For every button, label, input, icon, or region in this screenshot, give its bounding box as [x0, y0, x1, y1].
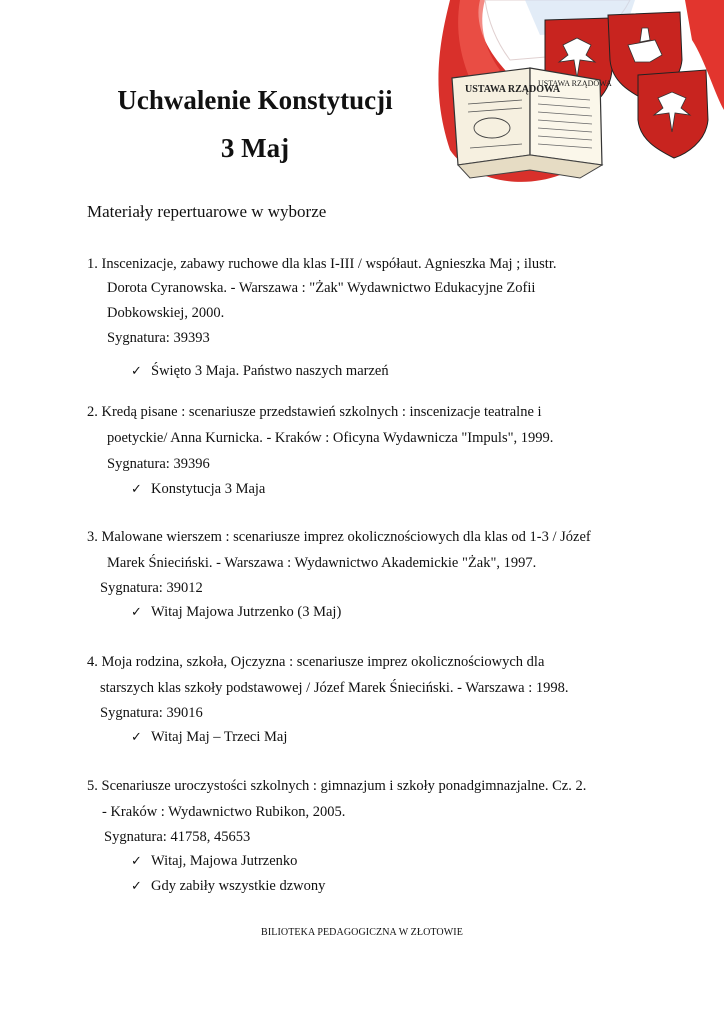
- entry-2-line-1: 2. Kredą pisane : scenariusze przedstawień szkolnych : inscenizacje teatralne i: [87, 404, 542, 420]
- constitution-illustration: [430, 0, 724, 190]
- entry-5-item-1-label: Witaj, Majowa Jutrzenko: [151, 853, 298, 869]
- entry-1-line-3: Dobkowskiej, 2000.: [107, 305, 225, 321]
- entry-3-line-2: Marek Śnieciński. - Warszawa : Wydawnictwo Akademickie "Żak", 1997.: [107, 555, 537, 571]
- entry-4-item-1: [131, 729, 287, 746]
- entry-1-line-2: Dorota Cyranowska. - Warszawa : "Żak" Wydawnictwo Edukacyjne Zofii: [107, 280, 536, 296]
- checkmark-icon: ✓: [131, 605, 142, 620]
- entry-4-line-1: 4. Moja rodzina, szkoła, Ojczyzna : scenariusze imprez okolicznościowych dla: [87, 654, 545, 670]
- entry-2-item-1-label: Konstytucja 3 Maja: [151, 481, 266, 497]
- checkmark-icon: ✓: [131, 879, 142, 894]
- checkmark-icon: ✓: [131, 482, 142, 497]
- entry-3-item-1-label: Witaj Majowa Jutrzenko (3 Maj): [151, 604, 342, 620]
- entry-3-line-1: 3. Malowane wierszem : scenariusze imprez okolicznościowych dla klas od 1-3 / Józef: [87, 529, 591, 545]
- entry-4-item-1-label: Witaj Maj – Trzeci Maj: [151, 729, 288, 745]
- entry-5-item-2-label: Gdy zabiły wszystkie dzwony: [151, 878, 326, 894]
- illustration-book-right-title: USTAWA RZĄDOWA: [538, 79, 612, 88]
- entry-3-signature: Sygnatura: 39012: [100, 580, 203, 596]
- page-title-line1: Uchwalenie Konstytucji: [117, 85, 393, 115]
- entry-1-item-1-label: Święto 3 Maja. Państwo naszych marzeń: [151, 363, 389, 379]
- entry-5-line-1: 5. Scenariusze uroczystości szkolnych : gimnazjum i szkoły ponadgimnazjalne. Cz. 2.: [87, 778, 587, 794]
- entry-5-item-1: [131, 853, 297, 870]
- entry-1-item-1: [131, 363, 389, 380]
- entry-4-signature: Sygnatura: 39016: [100, 705, 203, 721]
- entry-5-signature: Sygnatura: 41758, 45653: [104, 829, 251, 845]
- checkmark-icon: ✓: [131, 854, 142, 869]
- illustration-book-left-title: USTAWA RZĄDOWA: [465, 84, 561, 95]
- page-title-line2: 3 Maj: [220, 133, 290, 163]
- entry-4-line-2: starszych klas szkoły podstawowej / Józef Marek Śnieciński. - Warszawa : 1998.: [100, 680, 569, 696]
- entry-5-item-2: [131, 878, 325, 895]
- entry-5-line-2: - Kraków : Wydawnictwo Rubikon, 2005.: [102, 804, 346, 820]
- entry-1-line-1: 1. Inscenizacje, zabawy ruchowe dla klas I-III / współaut. Agnieszka Maj ; ilustr.: [87, 256, 557, 272]
- entry-2-line-2: poetyckie/ Anna Kurnicka. - Kraków : Oficyna Wydawnicza "Impuls", 1999.: [107, 430, 554, 446]
- section-subtitle: Materiały repertuarowe w wyborze: [87, 202, 327, 221]
- entry-3-item-1: [131, 604, 341, 621]
- entry-2-item-1: [131, 481, 265, 498]
- page-footer: BILIOTEKA PEDAGOGICZNA W ZŁOTOWIE: [261, 927, 463, 938]
- entry-2-signature: Sygnatura: 39396: [107, 456, 210, 472]
- entry-1-signature: Sygnatura: 39393: [107, 330, 210, 346]
- checkmark-icon: ✓: [131, 364, 142, 379]
- checkmark-icon: ✓: [131, 730, 142, 745]
